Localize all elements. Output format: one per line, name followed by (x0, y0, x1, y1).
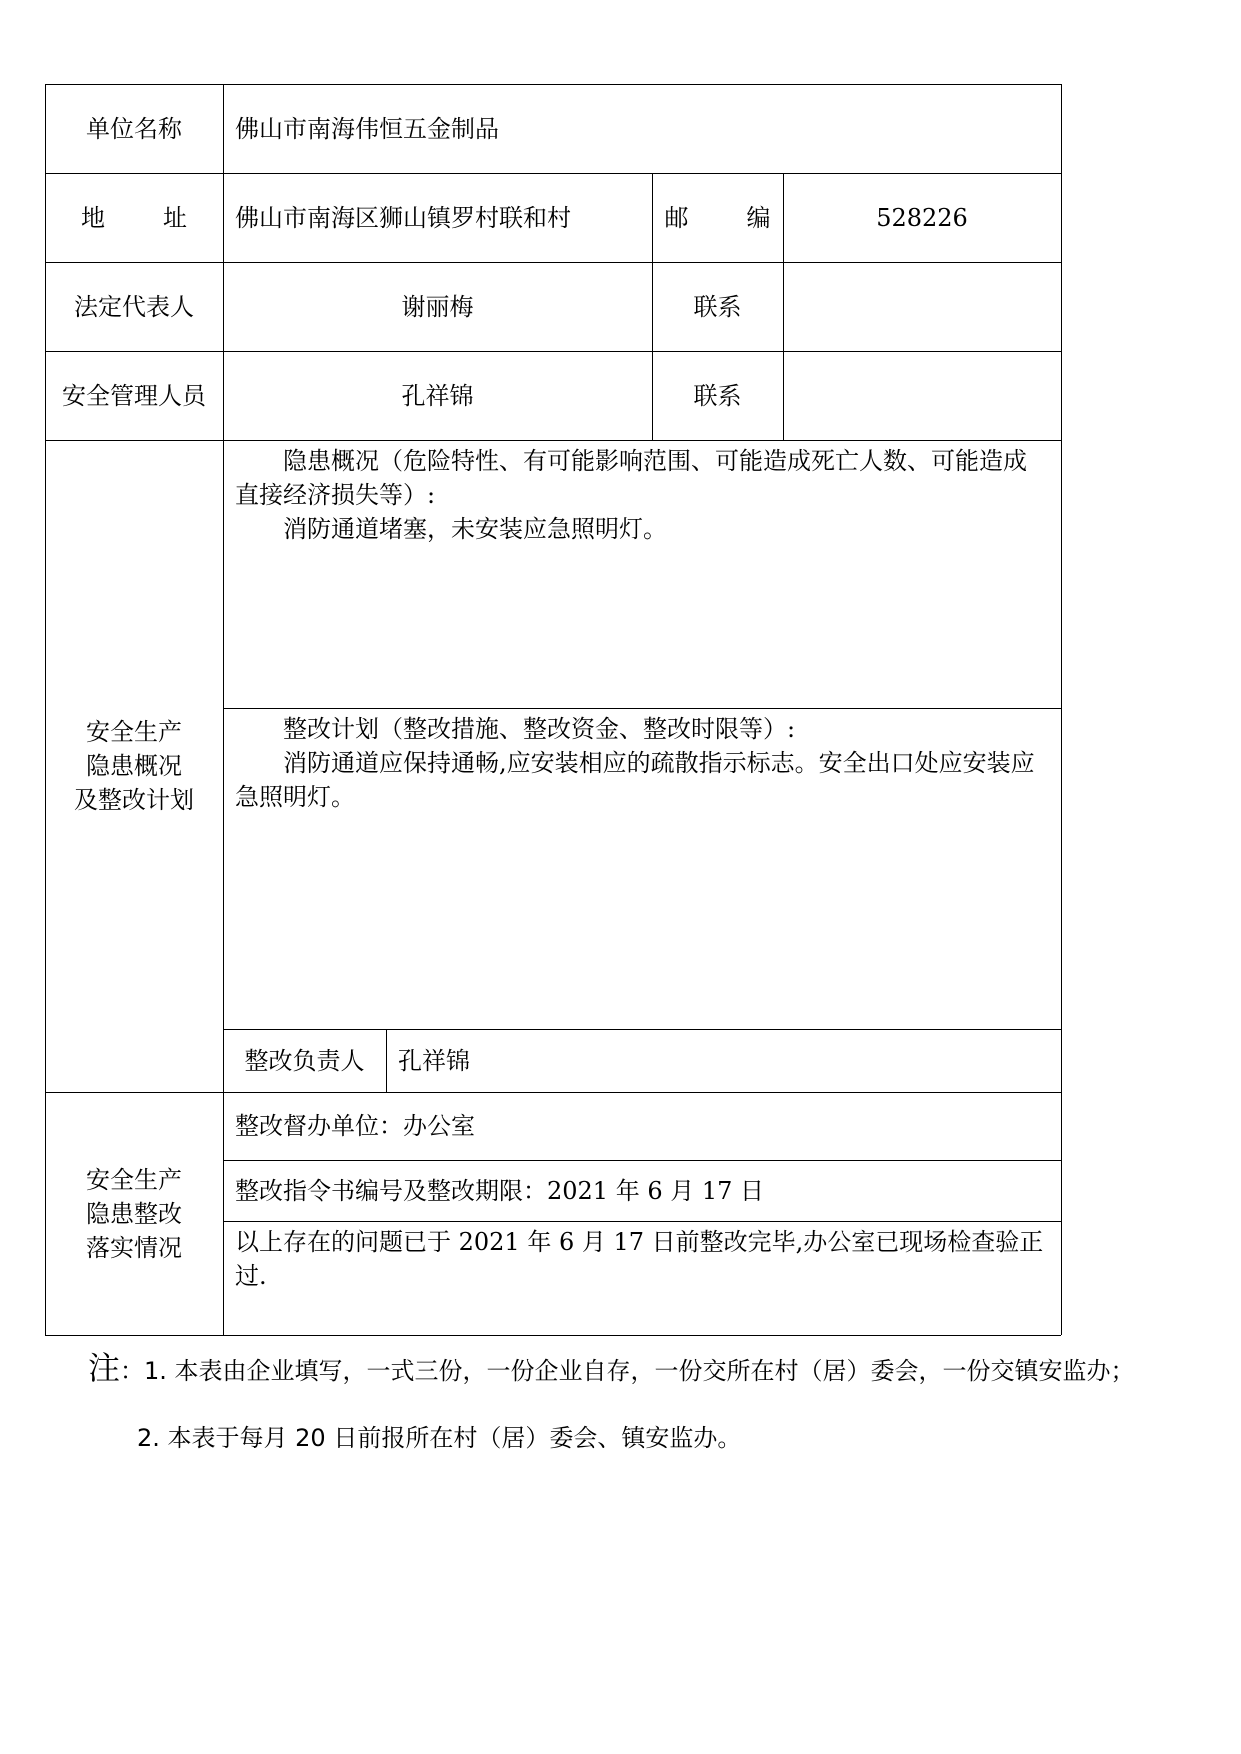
contact-value (783, 351, 1061, 440)
contact-label: 联系 (693, 381, 742, 410)
table-rule (1061, 84, 1062, 1335)
hazard-overview-text: 消防通道堵塞，未安装应急照明灯。 (283, 515, 667, 543)
implementation-section-label-line: 安全生产 (86, 1165, 182, 1194)
implementation-section-label-line: 落实情况 (86, 1233, 182, 1262)
note-line-1 (88, 1349, 1228, 1387)
postcode-label-char: 编 (746, 203, 771, 232)
legal-rep-label: 法定代表人 (74, 292, 194, 321)
hazard-section-label-line: 隐患概况 (86, 752, 182, 780)
legal-rep-value: 谢丽梅 (401, 292, 474, 321)
hazard-overview-heading: 隐患概况（危险特性、有可能影响范围、可能造成死亡人数、可能造成直接经济损失等）: (235, 447, 1027, 509)
hazard-section-label (45, 440, 223, 1092)
address-value: 佛山市南海区狮山镇罗村联和村 (235, 203, 571, 232)
supervising-unit: 整改督办单位：办公室 (235, 1112, 475, 1140)
unit-name-value: 佛山市南海伟恒五金制品 (235, 114, 499, 143)
note-line-2 (137, 1422, 1217, 1454)
postcode-value: 528226 (876, 203, 968, 232)
order-number-deadline: 整改指令书编号及整改期限：2021 年 6 月 17 日 (235, 1176, 765, 1205)
postcode-label-char: 邮 (664, 203, 689, 232)
table-rule (45, 1335, 1061, 1336)
completion-note: 以上存在的问题已于 2021 年 6 月 17 日前整改完毕,办公室已现场检查验正过. (235, 1228, 1044, 1290)
implementation-section-label (45, 1092, 223, 1335)
rectification-plan-heading: 整改计划（整改措施、整改资金、整改时限等）: (283, 715, 796, 743)
safety-manager-value: 孔祥锦 (401, 381, 474, 410)
note-prefix: 注 (88, 1349, 121, 1387)
hazard-section-label-line: 安全生产 (86, 718, 182, 746)
contact-label: 联系 (693, 292, 742, 321)
contact-value (783, 262, 1061, 351)
safety-manager-label: 安全管理人员 (62, 381, 206, 410)
note-text-1: 1. 本表由企业填写，一式三份，一份企业自存，一份交所在村（居）委会，一份交镇安监办； (144, 1357, 1135, 1385)
address-label (45, 173, 223, 262)
hazard-section-label-line: 及整改计划 (74, 786, 194, 814)
implementation-section-label-line: 隐患整改 (86, 1199, 182, 1228)
address-label-char: 地 (81, 203, 105, 232)
rectification-owner-value: 孔祥锦 (398, 1046, 470, 1075)
rectification-owner-label: 整改负责人 (244, 1046, 365, 1075)
hazard-overview-cell (223, 440, 1061, 708)
note-text-2: 2. 本表于每月 20 日前报所在村（居）委会、镇安监办。 (137, 1424, 742, 1452)
rectification-plan-text: 消防通道应保持通畅,应安装相应的疏散指示标志。安全出口处应安装应急照明灯。 (235, 749, 1035, 811)
rectification-plan-cell (223, 708, 1061, 1029)
note-colon: ： (120, 1357, 145, 1385)
postcode-label (652, 173, 783, 262)
unit-name-label: 单位名称 (86, 114, 182, 143)
address-label-char: 址 (163, 203, 187, 232)
